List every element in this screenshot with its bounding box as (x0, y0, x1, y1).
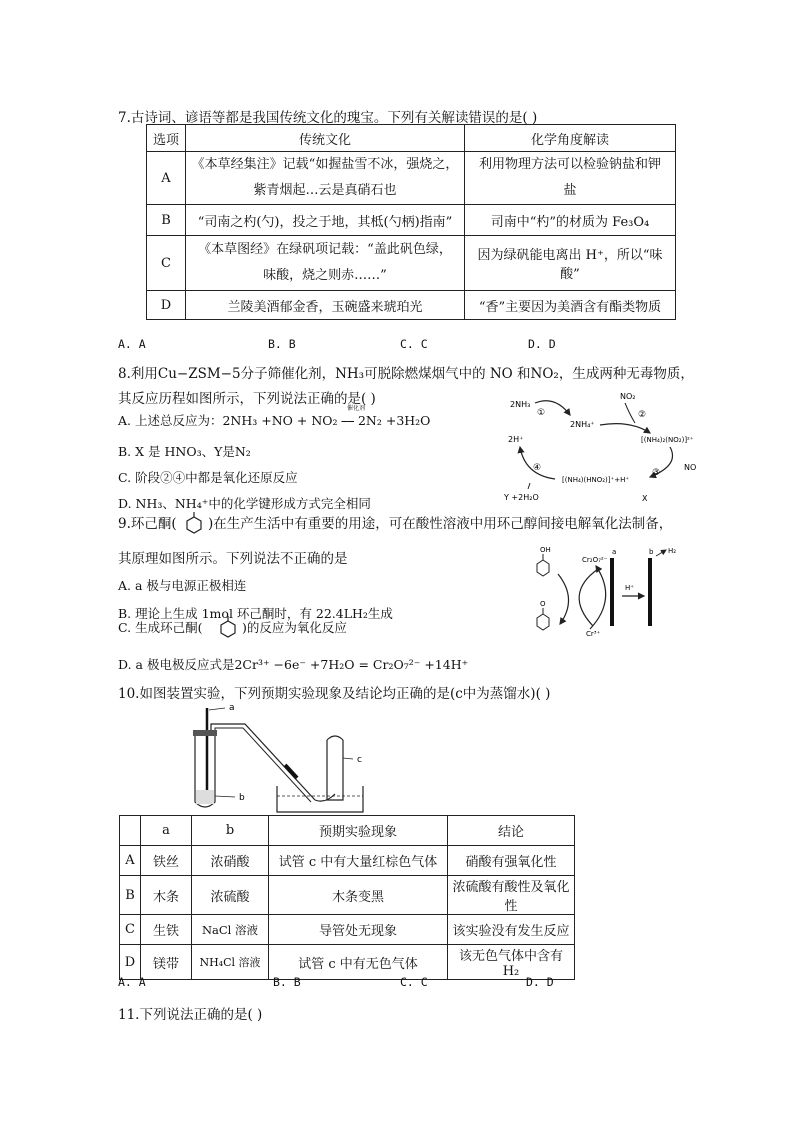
q7-stem: 7.古诗词、谚语等都是我国传统文化的瑰宝。下列有关解读错误的是( ) (118, 110, 538, 126)
delivery-tube-inner (215, 728, 311, 802)
apparatus-label-a: a (229, 703, 235, 713)
q10-phenomenon-cell: 试管 c 中有无色气体 (269, 945, 448, 980)
node-2nh3: 2NH₃ (510, 400, 531, 409)
table-row (147, 152, 676, 205)
q8-option-d: D. NH₃、NH₄⁺中的化学键形成方式完全相同 (118, 496, 371, 511)
q7-table (146, 124, 676, 320)
q10-a-cell: 木条 (141, 876, 192, 915)
q7-option-cell: A (147, 152, 186, 205)
dichromate-label: Cr₂O₇²⁻ (582, 556, 608, 564)
apparatus-label-c: c (357, 755, 362, 765)
apparatus-label-b: b (239, 793, 245, 803)
test-tube-c (327, 740, 343, 800)
reagent-b-liquid (196, 790, 214, 804)
q7-option-b: B. B (268, 337, 296, 351)
q9-stem-line2: 其原理如图所示。下列说法不正确的是 (118, 551, 348, 567)
q7-culture-cell (186, 152, 465, 205)
node-complex2: [(NH₄)(HNO₂)]⁺+H⁺ (562, 476, 630, 484)
q7-option-a: A. A (118, 337, 146, 351)
q9-stem-part2: )在生产生活中有重要的用途，可在酸性溶液中用环己醇间接电解氧化法制备， (208, 516, 673, 532)
q7-culture-cell: 兰陵美酒郁金香，玉碗盛来琥珀光 (186, 291, 465, 320)
table-row (120, 915, 575, 945)
oh-label: OH (540, 546, 551, 554)
q9-option-c-part1: C. 生成环己酮( (118, 620, 203, 635)
h2-arrow (656, 550, 666, 556)
q7-interp-cell: “香”主要因为美酒含有酯类物质 (465, 291, 676, 320)
electrode-b-label: b (649, 548, 654, 556)
q10-b-cell: 浓硫酸 (192, 876, 269, 915)
o-label: O (540, 600, 546, 608)
q9-stem-part1: 9.环己酮( (118, 516, 177, 532)
q7-option-cell: C (147, 236, 186, 291)
q7-option-d: D. D (528, 337, 556, 351)
q10-header-phenomenon: 预期实验现象 (269, 816, 448, 846)
node-y: Y +2H₂O (504, 493, 539, 502)
cycle-arc-right (590, 566, 606, 629)
q7-interp-line: 利用物理方法可以检验钠盐和钾 (478, 157, 661, 172)
arrow-no2-in (625, 403, 635, 423)
table-row (147, 236, 676, 291)
electrode-b (648, 558, 652, 626)
q10-a-cell: 铁丝 (141, 846, 192, 876)
cyclohexanone-icon (182, 512, 206, 534)
table-row (120, 816, 575, 846)
cyclohexanone-icon (216, 616, 240, 638)
step-1-label: ① (537, 408, 546, 418)
q9-option-a: A. a 极与电源正极相连 (118, 578, 247, 593)
q10-a-cell: 镁带 (141, 945, 192, 980)
test-tube-c-top (327, 736, 343, 740)
q7-culture-line: 紫青烟起…云是真硝石也 (253, 183, 397, 198)
node-complex1: [(NH₄)₂(NO₂)]²⁺ (641, 436, 694, 444)
q9-option-d: D. a 极电极反应式是2Cr³⁺ −6e⁻ +7H₂O = Cr₂O₇²⁻ +14H⁺ (118, 657, 469, 672)
q10-apparatus-diagram (185, 700, 375, 815)
node-2nh4: 2NH₄⁺ (570, 420, 595, 429)
node-no2: NO₂ (620, 392, 636, 401)
q10-header-b: b (192, 816, 269, 846)
q8-option-b: B. X 是 HNO₃、Y是N₂ (118, 444, 251, 459)
q7-interp-line: 盐 (563, 183, 577, 198)
q11-stem: 11.下列说法正确的是( ) (118, 1007, 263, 1023)
node-no: NO (684, 463, 697, 472)
q10-phenomenon-cell: 试管 c 中有大量红棕色气体 (269, 846, 448, 876)
q10-b-cell: NH₄Cl 溶液 (192, 945, 269, 980)
table-row (147, 205, 676, 236)
stopper (193, 730, 217, 736)
step-2-label: ② (638, 410, 647, 420)
q10-conclusion-cell: 浓硫酸有酸性及氧化性 (448, 876, 575, 915)
catalyst-label: 催化剂 (347, 405, 366, 412)
q7-option-c: C. C (400, 337, 428, 351)
arrow-step2 (600, 424, 650, 433)
q10-option-cell: A (120, 846, 141, 876)
cyclohexanol-icon (537, 560, 549, 576)
q10-b-cell: 浓硝酸 (192, 846, 269, 876)
step-4-label: ④ (533, 463, 542, 473)
q7-interp-cell (465, 152, 676, 205)
q10-option-d: D. D (526, 975, 554, 989)
table-row (147, 125, 676, 152)
q10-option-b: B. B (273, 975, 301, 989)
q10-phenomenon-cell: 导管处无现象 (269, 915, 448, 945)
h2-label: H₂ (668, 547, 677, 555)
table-row (120, 945, 575, 980)
q7-culture-cell: “司南之杓(勺)，投之于地，其柢(勺柄)指南” (186, 205, 465, 236)
q10-header-a: a (141, 816, 192, 846)
q10-conclusion-cell: 硝酸有强氧化性 (448, 846, 575, 876)
q7-interp-cell: 因为绿矾能电离出 H⁺，所以“味酸” (465, 236, 676, 291)
q9-option-c-part2: )的反应为氧化反应 (242, 620, 347, 635)
q10-header-option (120, 816, 141, 846)
q7-option-cell: B (147, 205, 186, 236)
q7-header-culture: 传统文化 (186, 125, 465, 152)
q8-stem-line1: 8.利用Cu−ZSM−5分子筛催化剂，NH₃可脱除燃煤烟气中的 NO 和NO₂，生成两种无毒物质， (118, 366, 694, 382)
electrode-a-label: a (612, 548, 617, 556)
q7-culture-line: 《本草图经》在绿矾项记载：“盖此矾色绿， (198, 242, 452, 257)
cycle-arc-left (579, 569, 598, 626)
q10-table (119, 815, 575, 980)
q10-conclusion-cell: 该实验没有发生反应 (448, 915, 575, 945)
q7-header-option: 选项 (147, 125, 186, 152)
q8-option-c: C. 阶段②④中都是氧化还原反应 (118, 470, 298, 485)
electrode-a (610, 558, 614, 626)
oxidation-arrow (558, 574, 569, 624)
h-ion-label: H⁺ (625, 584, 634, 592)
arrow-y-out (528, 483, 530, 489)
q10-header-conclusion: 结论 (448, 816, 575, 846)
q7-interp-cell: 司南中“杓”的材质为 Fe₃O₄ (465, 205, 676, 236)
q10-option-cell: C (120, 915, 141, 945)
node-2h: 2H⁺ (508, 435, 524, 444)
q7-header-interpretation: 化学角度解读 (465, 125, 676, 152)
q8-stem-line2: 其反应历程如图所示，下列说法正确的是( ) (118, 391, 376, 407)
q10-conclusion-cell: 该无色气体中含有 H₂ (448, 945, 575, 980)
q7-culture-cell (186, 236, 465, 291)
q10-option-c: C. C (400, 975, 428, 989)
water-trough (277, 786, 363, 812)
q10-a-cell: 生铁 (141, 915, 192, 945)
table-row (120, 876, 575, 915)
q9-option-b: B. 理论上生成 1mol 环己酮时，有 22.4LH₂生成 (118, 606, 393, 621)
q8-reaction-diagram (500, 385, 720, 510)
q10-stem: 10.如图装置实验，下列预期实验现象及结论均正确的是(c中为蒸馏水)( ) (118, 686, 551, 702)
q9-electrolysis-diagram (528, 544, 698, 644)
step-3-label: ③ (652, 468, 661, 478)
q10-option-a: A. A (118, 975, 146, 989)
q7-culture-line: 《本草经集注》记载“如握盐雪不冰，强烧之， (191, 157, 459, 172)
q8-option-a: A. 上述总反应为：2NH₃ +NO + NO₂ ⎯⎯ 2N₂ +3H₂O (118, 413, 431, 428)
table-row (120, 846, 575, 876)
delivery-tube (211, 724, 315, 800)
q10-option-cell: B (120, 876, 141, 915)
cyclohexanone-icon (537, 614, 549, 630)
node-x: X (642, 494, 648, 503)
cr3-label: Cr³⁺ (586, 630, 601, 638)
q7-option-cell: D (147, 291, 186, 320)
table-row (147, 291, 676, 320)
q10-b-cell: NaCl 溶液 (192, 915, 269, 945)
q7-culture-line: 味酸，烧之则赤……” (263, 268, 387, 283)
q10-option-cell: D (120, 945, 141, 980)
q10-phenomenon-cell: 木条变黑 (269, 876, 448, 915)
